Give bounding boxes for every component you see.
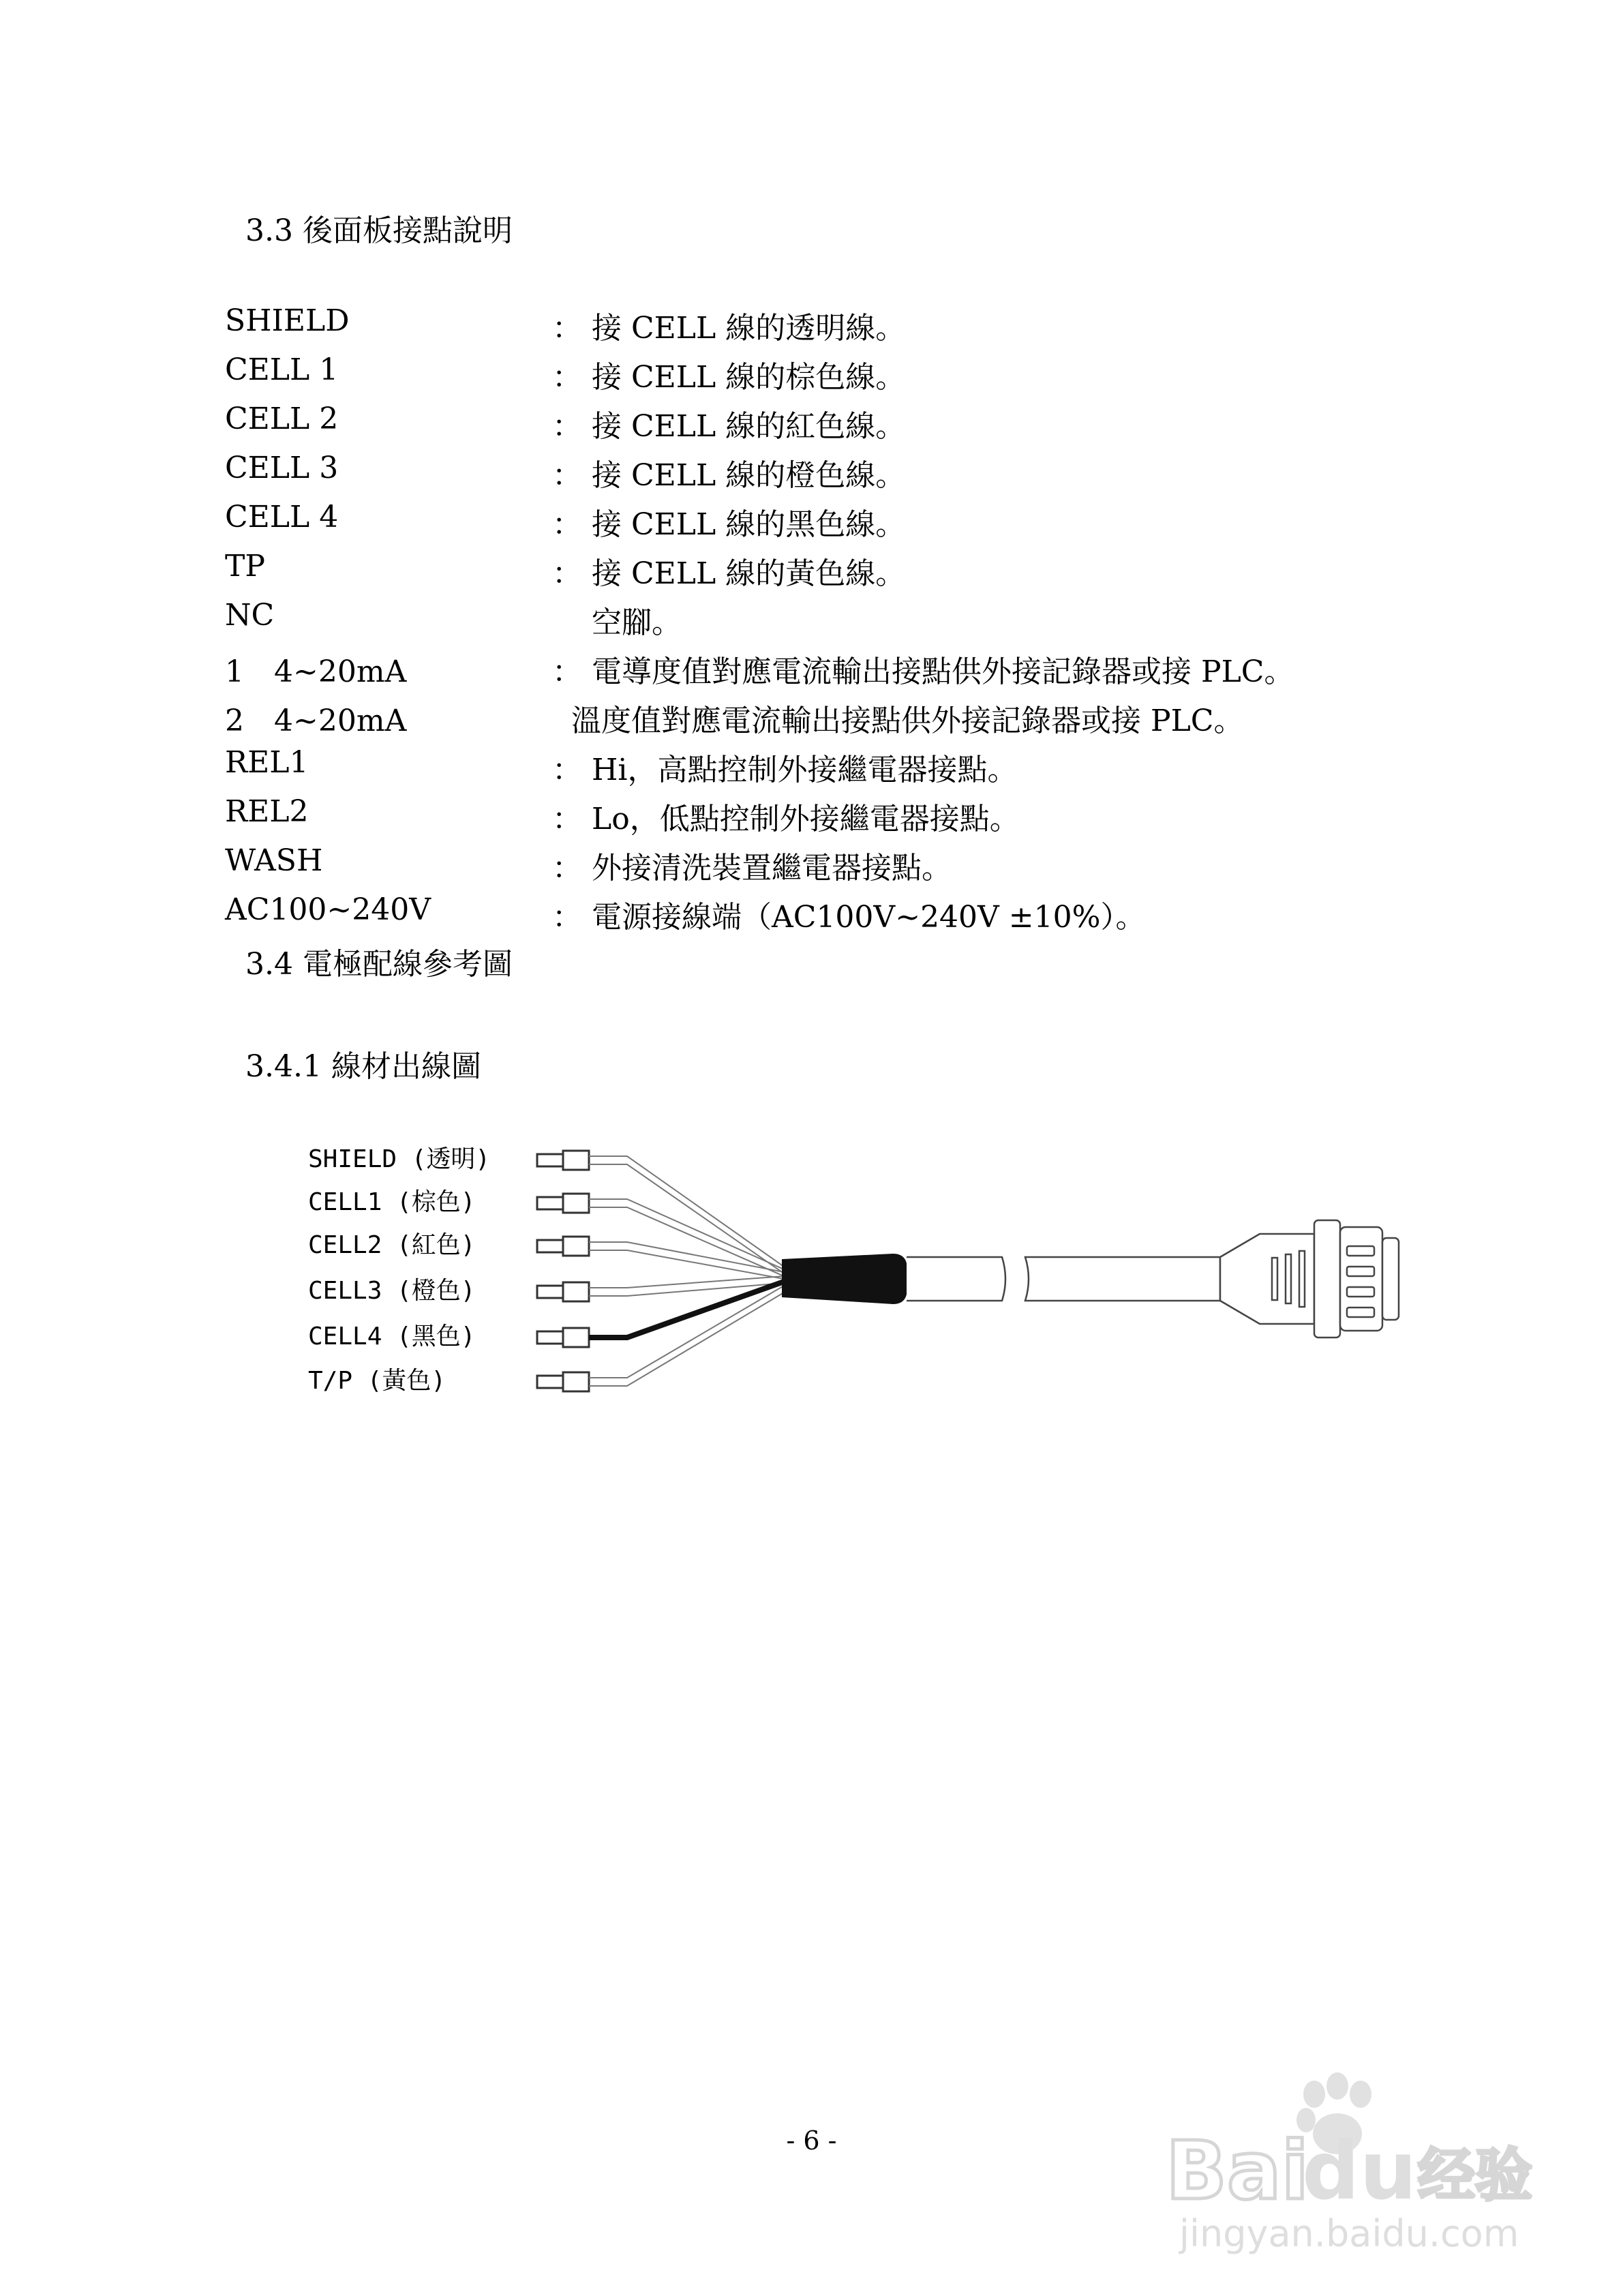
cable-segment <box>1025 1257 1220 1301</box>
colon: ： <box>552 802 582 836</box>
ferrule-terminal <box>537 1328 589 1347</box>
svg-text:经验: 经验 <box>1418 2142 1533 2209</box>
table-row <box>0 402 1623 451</box>
wire-shield <box>589 1164 784 1273</box>
connector-flange <box>1314 1220 1340 1338</box>
table-row <box>0 500 1623 549</box>
table-row <box>0 843 1623 892</box>
colon: ： <box>552 556 582 591</box>
watermark-url: jingyan.baidu.com <box>1179 2212 1519 2255</box>
table-row <box>0 647 1623 696</box>
table-row <box>0 745 1623 794</box>
connector-slot <box>1347 1287 1374 1297</box>
table-row <box>0 892 1623 941</box>
pin-description: 接 CELL 線的棕色線。 <box>592 360 906 395</box>
wire-label-shield: SHIELD (透明) <box>308 1145 491 1173</box>
pin-description: 電導度值對應電流輸出接點供外接記錄器或接 PLC。 <box>592 654 1294 689</box>
pin-label: WASH <box>225 843 323 878</box>
wire-label-cell4: CELL4 (黑色) <box>308 1323 476 1350</box>
pin-description: 接 CELL 線的黃色線。 <box>592 556 906 591</box>
pin-label: CELL 3 <box>225 451 339 485</box>
pin-label: 1 4~20mA <box>225 654 407 689</box>
pin-description: 接 CELL 線的透明線。 <box>592 311 906 346</box>
table-row <box>0 451 1623 500</box>
connector-slot <box>1347 1246 1374 1256</box>
pin-label: REL1 <box>225 745 309 780</box>
ferrule-terminal <box>537 1194 589 1213</box>
pin-description: Lo，低點控制外接繼電器接點。 <box>592 802 1020 836</box>
pin-label: CELL 4 <box>225 500 339 534</box>
pin-description: 外接清洗裝置繼電器接點。 <box>592 851 952 886</box>
pin-description: 接 CELL 線的黑色線。 <box>592 507 906 542</box>
svg-text:Bai: Bai <box>1166 2124 1309 2218</box>
colon: ： <box>552 311 582 346</box>
pin-label: 2 4~20mA <box>225 704 407 738</box>
cable-segment <box>907 1257 1005 1301</box>
connector-slot <box>1347 1267 1374 1276</box>
pin-label: TP <box>225 549 265 584</box>
pin-description: 溫度值對應電流輸出接點供外接記錄器或接 PLC。 <box>571 704 1244 738</box>
section-heading-3-4-1: 3.4.1 線材出線圖 <box>245 1049 481 1084</box>
section-heading-3-4: 3.4 電極配線參考圖 <box>245 947 513 982</box>
table-row <box>0 352 1623 402</box>
page-number: - 6 - <box>786 2126 837 2156</box>
pin-label: CELL 2 <box>225 402 339 436</box>
colon: ： <box>552 851 582 886</box>
pin-label: AC100~240V <box>225 892 431 927</box>
pin-description: 接 CELL 線的橙色線。 <box>592 458 906 493</box>
connector-slot <box>1347 1308 1374 1317</box>
wire-label-tp: T/P (黃色) <box>308 1367 446 1395</box>
table-row <box>0 549 1623 598</box>
colon: ： <box>552 753 582 787</box>
pin-description: 接 CELL 線的紅色線。 <box>592 409 906 444</box>
table-row <box>0 794 1623 843</box>
wire-cell2 <box>589 1250 784 1279</box>
pin-description: 電源接線端（AC100V~240V ±10%）。 <box>592 900 1146 935</box>
ferrule-terminal <box>537 1282 589 1301</box>
wire-label-cell3: CELL3 (橙色) <box>308 1277 476 1305</box>
wire-label-cell1: CELL1 (棕色) <box>308 1188 476 1216</box>
connector-tip <box>1382 1238 1399 1320</box>
heat-shrink-sleeve <box>783 1254 907 1303</box>
baidu-watermark-logo <box>1152 2059 1534 2263</box>
ferrule-terminal <box>537 1151 589 1170</box>
colon: ： <box>552 900 582 935</box>
colon: ： <box>552 458 582 493</box>
ferrule-terminal <box>537 1372 589 1391</box>
colon: ： <box>552 360 582 395</box>
pin-description: 空腳。 <box>592 605 682 640</box>
table-row <box>0 303 1623 352</box>
pin-label: NC <box>225 598 275 633</box>
pin-label: CELL 1 <box>225 352 339 387</box>
table-row <box>0 598 1623 647</box>
svg-text:du: du <box>1302 2124 1417 2218</box>
cable-diagram <box>525 1118 1404 1404</box>
pin-label: REL2 <box>225 794 309 829</box>
grip-slot <box>1272 1258 1277 1300</box>
wire-tp <box>589 1286 784 1378</box>
grip-slot <box>1286 1254 1291 1303</box>
colon: ： <box>552 507 582 542</box>
wire-label-cell2: CELL2 (紅色) <box>308 1231 476 1259</box>
pin-description: Hi，高點控制外接繼電器接點。 <box>592 753 1018 787</box>
pin-label: SHIELD <box>225 303 350 338</box>
grip-slot <box>1299 1251 1305 1307</box>
wire-cell1 <box>589 1199 784 1269</box>
section-heading-3-3: 3.3 後面板接點說明 <box>245 213 513 248</box>
table-row <box>0 696 1623 745</box>
colon: ： <box>552 409 582 444</box>
ferrule-terminal <box>537 1237 589 1256</box>
colon: ： <box>552 654 582 689</box>
